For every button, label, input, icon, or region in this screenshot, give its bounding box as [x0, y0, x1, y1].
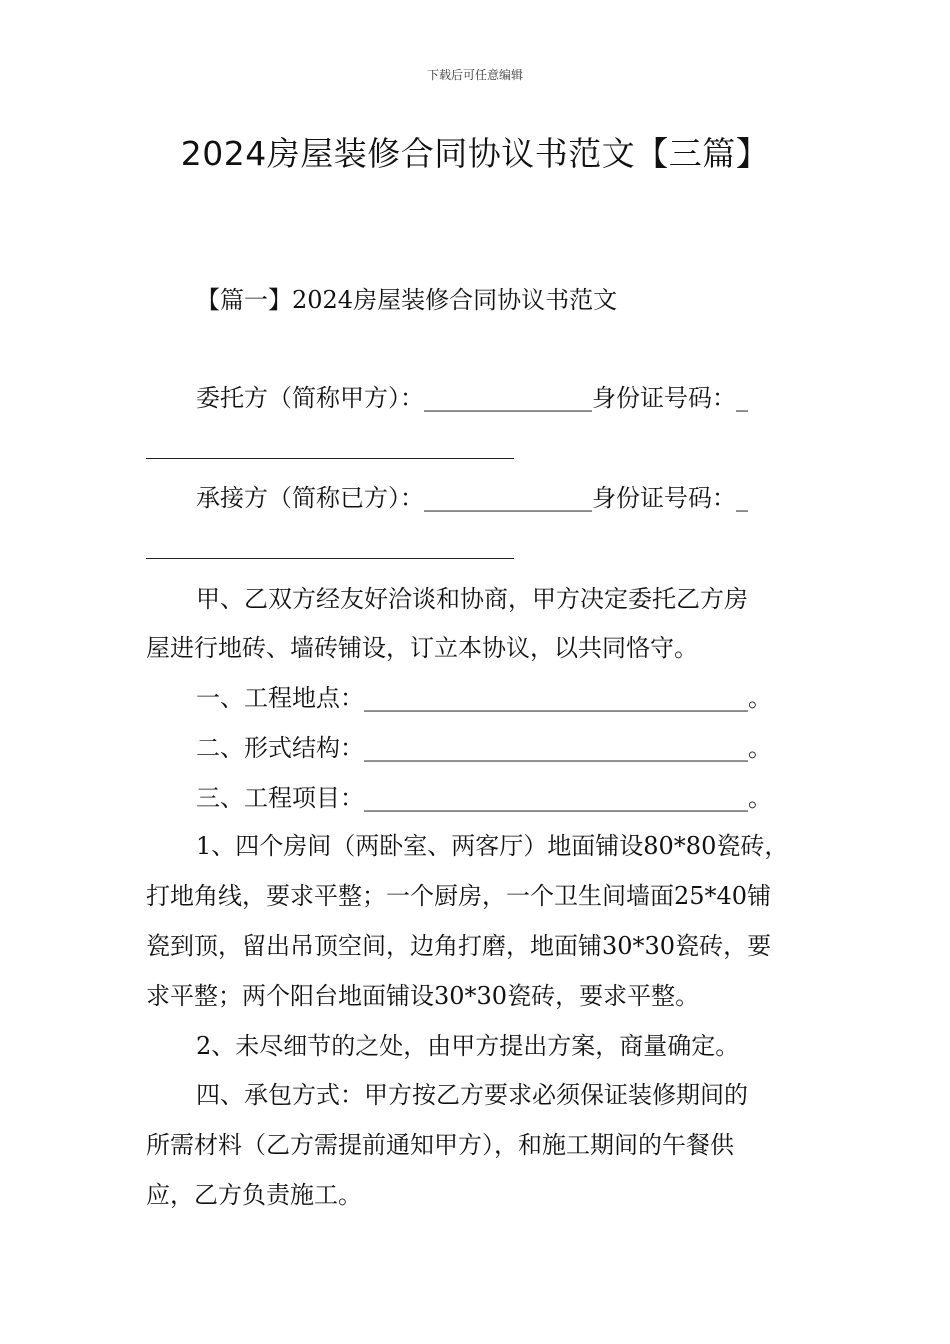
project-items-line: 三、工程项目：________________________________。: [196, 784, 772, 812]
header-note: 下载后可任意编辑: [426, 68, 523, 82]
contract-method-line-3: 应，乙方负责施工。: [146, 1181, 362, 1209]
detail-1-line-4: 求平整；两个阳台地面铺设30*30瓷砖，要求平整。: [146, 982, 700, 1010]
project-location-line: 一、工程地点：________________________________。: [196, 684, 772, 712]
structure-form-line: 二、形式结构：________________________________。: [196, 734, 772, 762]
intro-paragraph-line-1: 甲、乙双方经友好洽谈和协商，甲方决定委托乙方房: [196, 585, 748, 613]
party-a-id-blank: [146, 458, 514, 459]
party-b-id-blank: [146, 558, 514, 559]
chapter-heading: 【篇一】2024房屋装修合同协议书范文: [196, 286, 618, 314]
intro-paragraph-line-2: 屋进行地砖、墙砖铺设，订立本协议，以共同恪守。: [146, 634, 698, 662]
contract-method-line-2: 所需材料（乙方需提前通知甲方），和施工期间的午餐供: [146, 1131, 734, 1159]
party-b-line: 承接方（简称已方）：______________身份证号码：_: [196, 484, 748, 512]
detail-1-line-2: 打地角线，要求平整；一个厨房，一个卫生间墙面25*40铺: [146, 882, 772, 910]
detail-1-line-1: 1、四个房间（两卧室、两客厅）地面铺设80*80瓷砖，: [196, 832, 789, 860]
contract-method-line-1: 四、承包方式：甲方按乙方要求必须保证装修期间的: [196, 1081, 748, 1109]
document-title: 2024房屋装修合同协议书范文【三篇】: [180, 134, 770, 173]
party-a-line: 委托方（简称甲方）：______________身份证号码：_: [196, 384, 748, 412]
detail-2-line: 2、未尽细节的之处，由甲方提出方案，商量确定。: [196, 1032, 740, 1060]
detail-1-line-3: 瓷到顶，留出吊顶空间，边角打磨，地面铺30*30瓷砖，要: [146, 932, 772, 960]
